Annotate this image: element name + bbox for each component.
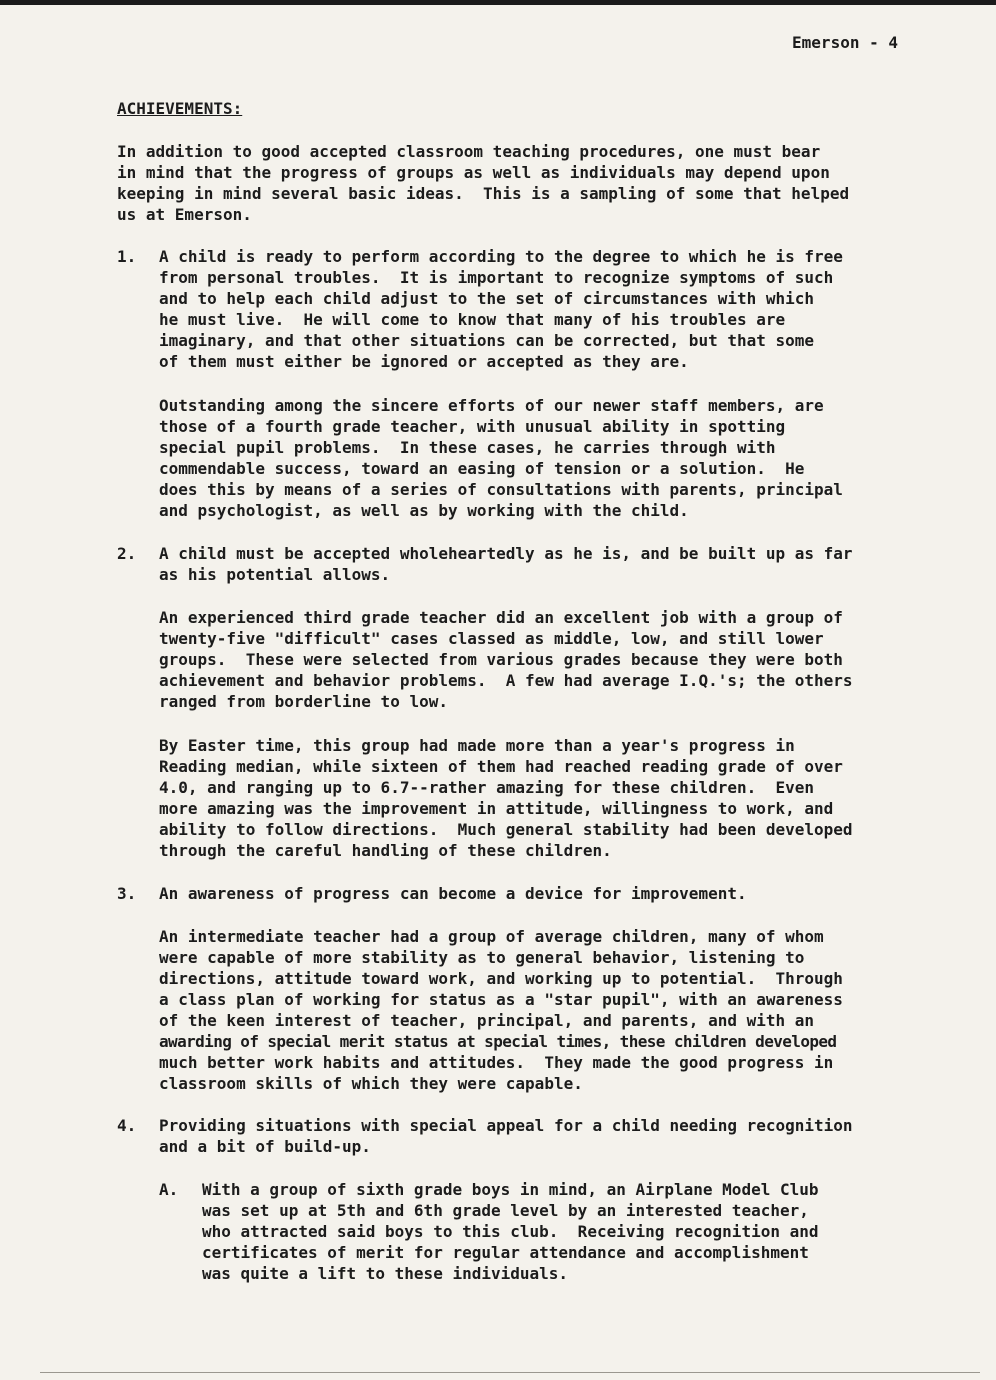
paragraph-line: and psychologist, as well as by working with the child. — [159, 501, 689, 520]
scan-top-edge — [0, 0, 996, 5]
intro-line: us at Emerson. — [117, 205, 252, 224]
subitem-line: was quite a lift to these individuals. — [202, 1264, 569, 1283]
paragraph-line: achievement and behavior problems. A few had average I.Q.'s; the others — [159, 671, 853, 690]
item-number: 2. — [117, 544, 137, 563]
item-line: from personal troubles. It is important to recognize symptoms of such — [159, 268, 834, 287]
paragraph-line: ability to follow directions. Much general stability had been developed — [159, 820, 853, 839]
subitem-letter: A. — [159, 1180, 179, 1199]
page-header: Emerson - 4 — [792, 33, 898, 52]
item-line: imaginary, and that other situations can be corrected, but that some — [159, 331, 815, 350]
intro-line: keeping in mind several basic ideas. This is a sampling of some that helped — [117, 184, 850, 203]
item-number: 4. — [117, 1116, 137, 1135]
item-line: he must live. He will come to know that many of his troubles are — [159, 310, 786, 329]
paragraph-line: twenty-five "difficult" cases classed as middle, low, and still lower — [159, 629, 824, 648]
item-line: of them must either be ignored or accepted as they are. — [159, 352, 689, 371]
item-line: A child must be accepted wholeheartedly as he is, and be built up as far — [159, 544, 853, 563]
paragraph-line: much better work habits and attitudes. They made the good progress in — [159, 1053, 834, 1072]
paragraph-line: more amazing was the improvement in attitude, willingness to work, and — [159, 799, 834, 818]
paragraph-line: Reading median, while sixteen of them had reached reading grade of over — [159, 757, 843, 776]
paragraph-line: those of a fourth grade teacher, with unusual ability in spotting — [159, 417, 786, 436]
intro-line: In addition to good accepted classroom teaching procedures, one must bear — [117, 142, 821, 161]
item-number: 3. — [117, 884, 137, 903]
item-number: 1. — [117, 247, 137, 266]
paragraph-line: of the keen interest of teacher, principal, and parents, and with an — [159, 1011, 815, 1030]
paragraph-line: An experienced third grade teacher did an excellent job with a group of — [159, 608, 843, 627]
paragraph-line: a class plan of working for status as a "star pupil", with an awareness — [159, 990, 843, 1009]
item-line: A child is ready to perform according to the degree to which he is free — [159, 247, 843, 266]
paragraph-line: commendable success, toward an easing of tension or a solution. He — [159, 459, 805, 478]
item-line: as his potential allows. — [159, 565, 391, 584]
paragraph-line: An intermediate teacher had a group of average children, many of whom — [159, 927, 824, 946]
paragraph-line: does this by means of a series of consultations with parents, principal — [159, 480, 843, 499]
paragraph-line: special pupil problems. In these cases, he carries through with — [159, 438, 776, 457]
paragraph-line: By Easter time, this group had made more than a year's progress in — [159, 736, 795, 755]
paragraph-line: classroom skills of which they were capable. — [159, 1074, 583, 1093]
item-line: and a bit of build-up. — [159, 1137, 371, 1156]
subitem-line: certificates of merit for regular attendance and accomplishment — [202, 1243, 809, 1262]
intro-line: in mind that the progress of groups as well as individuals may depend upon — [117, 163, 830, 182]
paragraph-line: groups. These were selected from various grades because they were both — [159, 650, 843, 669]
paragraph-line: 4.0, and ranging up to 6.7--rather amazing for these children. Even — [159, 778, 815, 797]
subitem-line: who attracted said boys to this club. Receiving recognition and — [202, 1222, 819, 1241]
paragraph-line: directions, attitude toward work, and working up to potential. Through — [159, 969, 843, 988]
paragraph-line: ranged from borderline to low. — [159, 692, 448, 711]
subitem-line: was set up at 5th and 6th grade level by an interested teacher, — [202, 1201, 809, 1220]
subitem-line: With a group of sixth grade boys in mind, an Airplane Model Club — [202, 1180, 819, 1199]
section-heading: ACHIEVEMENTS: — [117, 99, 243, 118]
paragraph-line: awarding of special merit status at special times, these children developed — [159, 1032, 837, 1051]
paragraph-line: Outstanding among the sincere efforts of our newer staff members, are — [159, 396, 824, 415]
item-line: Providing situations with special appeal for a child needing recognition — [159, 1116, 853, 1135]
paragraph-line: were capable of more stability as to general behavior, listening to — [159, 948, 805, 967]
paragraph-line: through the careful handling of these children. — [159, 841, 612, 860]
item-line: An awareness of progress can become a device for improvement. — [159, 884, 747, 903]
scan-bottom-edge — [40, 1372, 980, 1373]
item-line: and to help each child adjust to the set of circumstances with which — [159, 289, 815, 308]
